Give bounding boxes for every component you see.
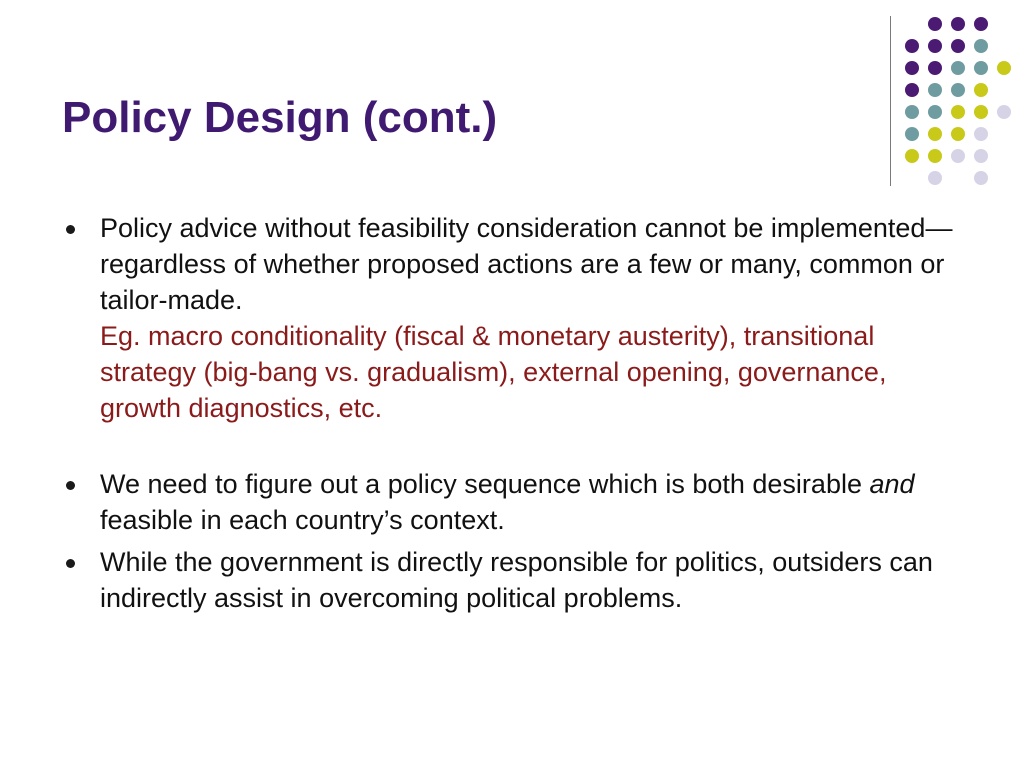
bullet-dot-icon — [66, 481, 75, 490]
decorative-dot — [974, 149, 988, 163]
decorative-dot — [928, 149, 942, 163]
decorative-dot — [928, 17, 942, 31]
decorative-dot — [974, 17, 988, 31]
bullet-emphasis: and — [869, 469, 915, 499]
decorative-dot — [951, 105, 965, 119]
bullet-item-sequence — [60, 466, 960, 538]
decorative-dot — [997, 105, 1011, 119]
decorative-dot — [905, 83, 919, 97]
slide-title: Policy Design (cont.) — [62, 93, 498, 142]
decorative-dot — [951, 17, 965, 31]
decorative-dot — [951, 127, 965, 141]
bullet-list — [60, 210, 960, 616]
bullet-dot-icon — [66, 225, 75, 234]
bullet-text-before: We need to figure out a policy sequence which is both desirable — [100, 469, 870, 499]
decorative-dot — [951, 39, 965, 53]
decorative-dot — [905, 39, 919, 53]
decorative-dot — [974, 83, 988, 97]
decorative-dot — [951, 61, 965, 75]
decorative-dot — [928, 39, 942, 53]
example-text: Eg. macro conditionality (fiscal & monetary austerity), transitional strategy (big-bang vs. gradualism), external opening, governance, growth diagnostics, etc. — [100, 321, 887, 423]
decorative-dot — [951, 83, 965, 97]
decorative-dot — [974, 127, 988, 141]
decorative-dot — [905, 61, 919, 75]
decorative-dot — [905, 105, 919, 119]
bullet-item-feasibility — [60, 210, 960, 426]
bullet-dot-icon — [66, 559, 75, 568]
bullet-text: Policy advice without feasibility consideration cannot be implemented—regardless of whether proposed actions are a few or many, common or tailor-made. — [100, 213, 953, 315]
decorative-dot — [905, 127, 919, 141]
bullet-text: While the government is directly responsible for politics, outsiders can indirectly assist in overcoming political problems. — [100, 547, 933, 613]
decorative-dot — [928, 61, 942, 75]
decorative-dot — [928, 127, 942, 141]
decorative-dot — [905, 149, 919, 163]
decorative-dot — [974, 105, 988, 119]
decorative-dot — [928, 171, 942, 185]
decorative-dot — [997, 61, 1011, 75]
decorative-dot — [974, 39, 988, 53]
decorative-dot — [974, 61, 988, 75]
decorative-dot — [951, 149, 965, 163]
decorative-dot — [974, 171, 988, 185]
vertical-divider — [890, 16, 891, 186]
decorative-dot — [928, 83, 942, 97]
bullet-item-outsiders — [60, 544, 960, 616]
decorative-dot — [928, 105, 942, 119]
bullet-text-after: feasible in each country’s context. — [100, 505, 505, 535]
